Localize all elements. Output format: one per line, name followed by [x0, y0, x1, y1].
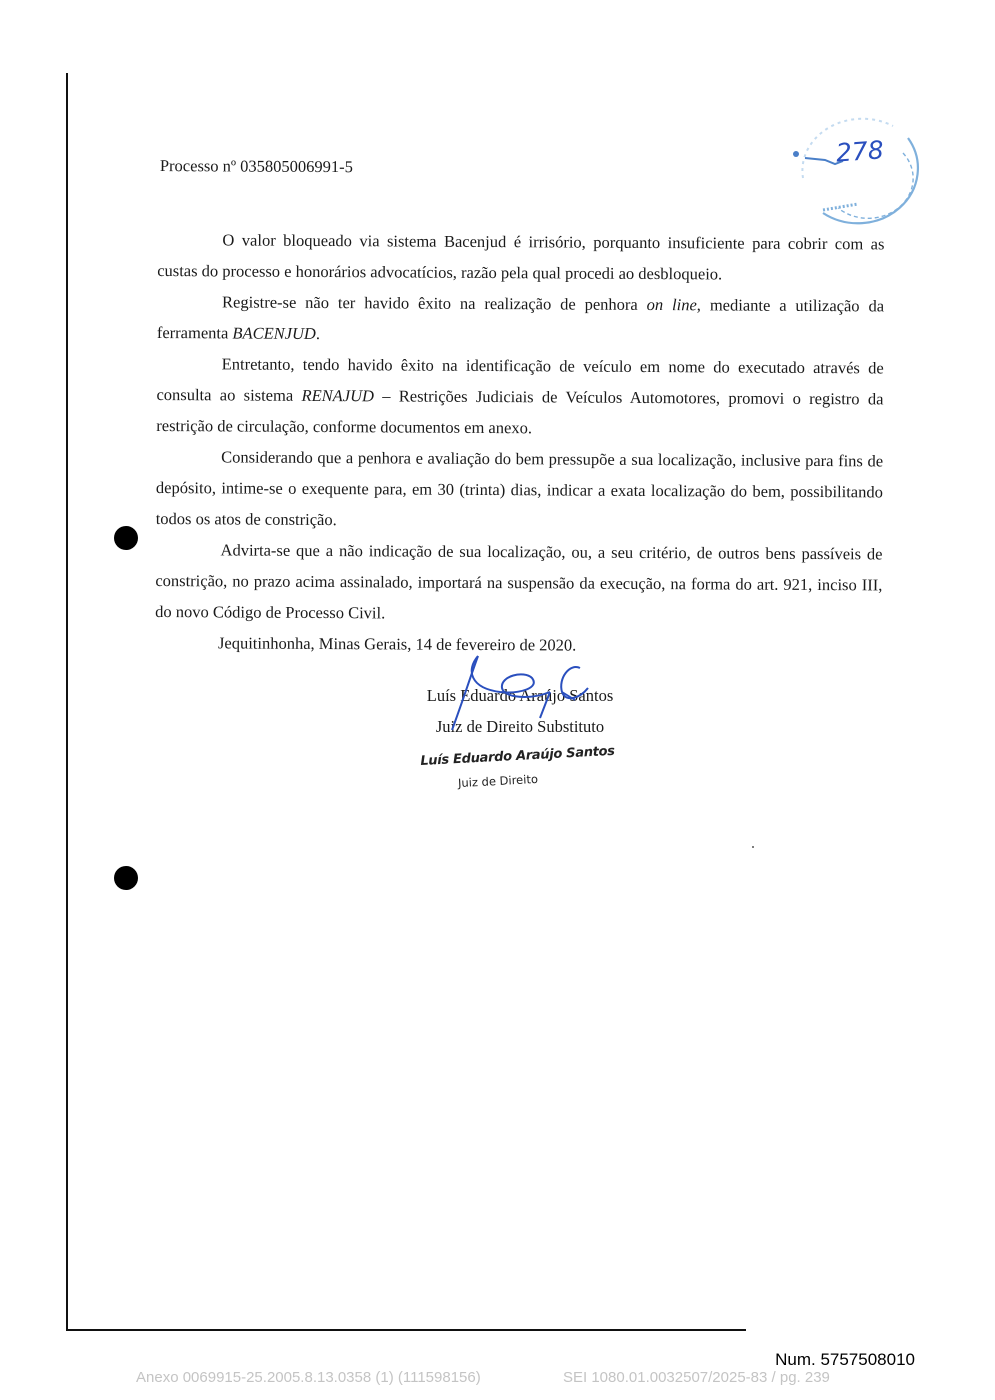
paragraph-2-italic-bacenjud: BACENJUD: [232, 323, 316, 343]
paragraph-2-text-c: .: [315, 323, 321, 343]
paragraph-3: [156, 348, 884, 445]
paragraph-1: [157, 224, 884, 290]
document-body: [155, 150, 885, 662]
paragraph-3-text-b: – Restrições Judiciais de Veículos Automotores, promovi o registro da restrição de circulação, conforme documentos em anexo.: [156, 386, 884, 438]
annex-reference: Anexo 0069915-25.2005.8.13.0358 (1) (111598156): [136, 1369, 481, 1386]
paragraph-5-text: Advirta-se que a não indicação de sua localização, ou, a seu critério, de outros bens passíveis de constrição, no prazo acima assinalado, importará na suspensão da execução, na forma do art. 921, inciso III, do novo Código de Processo Civil.: [155, 540, 883, 623]
signer-title: Juiz de Direito Substituto: [435, 717, 605, 736]
sei-reference: SEI 1080.01.0032507/2025-83 / pg. 239: [563, 1369, 830, 1386]
paragraph-2-italic-on-line: on line: [646, 294, 697, 315]
paragraph-3-italic-renajud: RENAJUD: [301, 385, 374, 406]
punch-hole-bottom: [114, 866, 138, 890]
handwritten-signature: [440, 648, 600, 738]
paragraph-2-text-a: Registre-se não ter havido êxito na realização de penhora: [222, 292, 647, 314]
process-number: Processo nº 035805006991-5: [159, 156, 353, 177]
document-number: Num. 5757508010: [775, 1350, 915, 1369]
name-stamp: Luís Eduardo Araújo Santos: [420, 743, 616, 769]
role-stamp: Juiz de Direito: [457, 771, 539, 791]
scan-speck: [752, 846, 754, 848]
paragraph-5: [155, 534, 883, 631]
paragraph-3-text-a: Entretanto, tendo havido êxito na identificação de veículo em nome do executado através de consulta ao sistema: [156, 354, 884, 405]
paragraph-2-text-b: , mediante a utilização da ferramenta: [156, 295, 885, 343]
paragraph-1-text: O valor bloqueado via sistema Bacenjud é irrisório, porquanto insuficiente para cobrir com as custas do processo e honorários advocatícios, razão pela qual procedi ao desbloqueio.: [157, 230, 885, 284]
paragraph-4-text: Considerando que a penhora e avaliação do bem pressupõe a sua localização, inclusive para fins de depósito, intime-se o exequente para, em 30 (trinta) dias, indicar a exata localização do bem, possibilitando todos os atos de constrição.: [155, 447, 884, 530]
page-bottom-border: [66, 1329, 746, 1331]
signer-name: Luís Eduardo Araújo Santos: [426, 686, 614, 705]
page-stamp-number: 278: [835, 135, 885, 168]
paragraph-2: [157, 286, 884, 352]
place-and-date: Jequitinhonha, Minas Gerais, 14 de fevereiro de 2020.: [217, 633, 577, 655]
page-left-border: [66, 73, 68, 1331]
punch-hole-top: [114, 526, 138, 550]
paragraph-4: [156, 441, 884, 538]
